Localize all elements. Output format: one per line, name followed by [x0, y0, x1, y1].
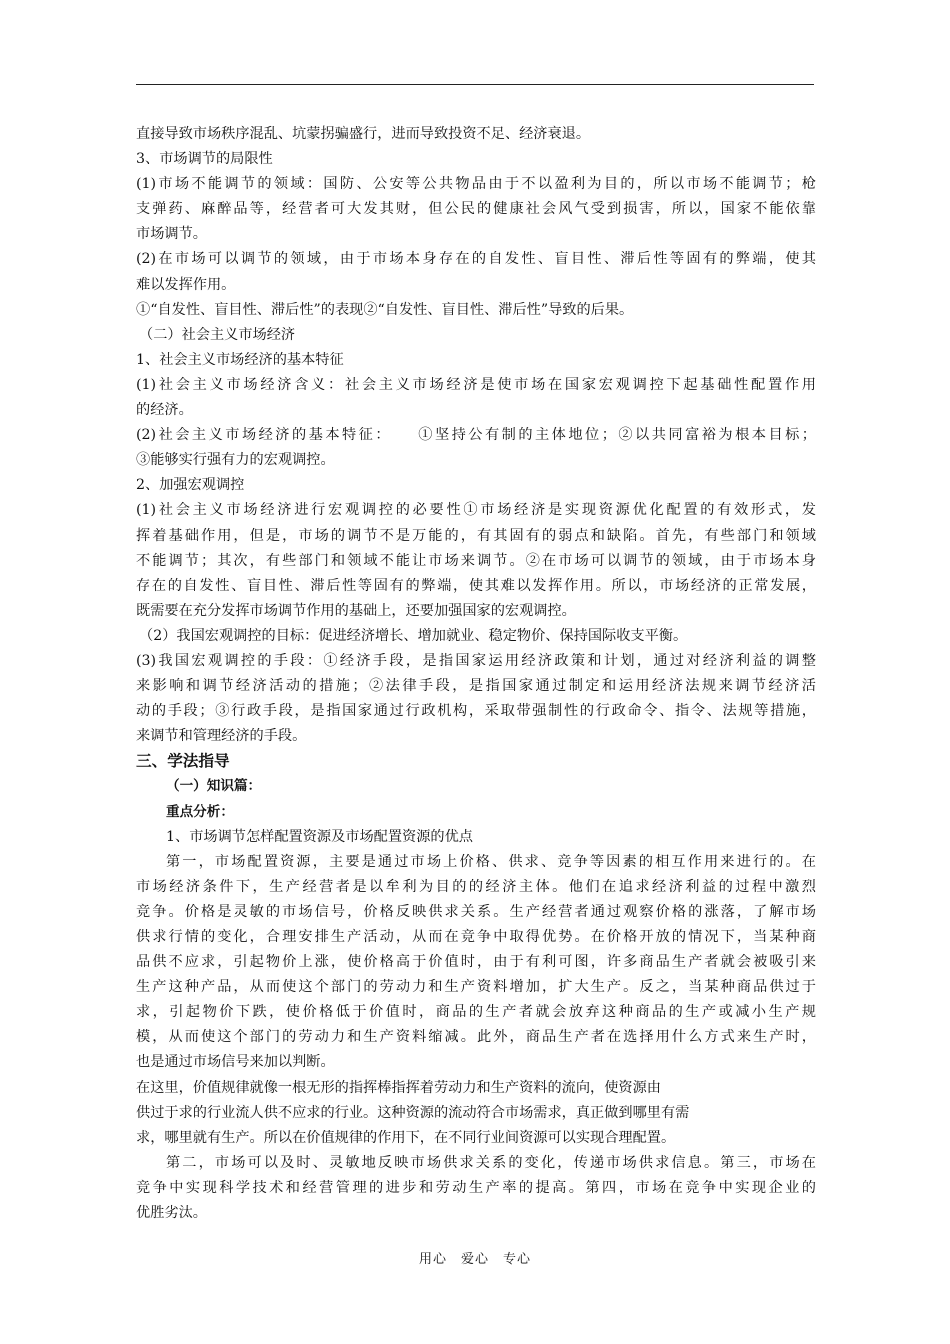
text-line: 1、社会主义市场经济的基本特征	[136, 351, 344, 368]
text-line: 直接导致市场秩序混乱、坑蒙拐骗盛行，进而导致投资不足、经济衰退。	[136, 126, 591, 142]
text-line: 2、加强宏观调控	[136, 477, 245, 494]
text-line: 竞争中实现科学技术和经营管理的进步和劳动生产率的提高。第四，市场在竞争中实现企业的	[136, 1179, 816, 1196]
text-line: 1、市场调节怎样配置资源及市场配置资源的优点	[166, 828, 473, 845]
text-line: （二）社会主义市场经济	[139, 326, 296, 343]
text-line: ③能够实行强有力的宏观调控。	[136, 452, 335, 469]
text-line: 市场调节。	[136, 226, 207, 243]
text-line: 的经济。	[136, 402, 193, 419]
text-line: 既需要在充分发挥市场调节作用的基础上，还要加强国家的宏观调控。	[136, 602, 576, 619]
header-rule	[136, 84, 814, 85]
section-heading: 三、学法指导	[136, 752, 230, 771]
text-line: 模，从而使这个部门的劳动力和生产资料缩减。此外，商品生产者在选择用什么方式来生产时，	[136, 1029, 816, 1046]
text-line: 求，哪里就有生产。所以在价值规律的作用下，在不同行业间资源可以实现合理配置。	[136, 1129, 676, 1146]
text-line: 生产这种产品，从而使这个部门的劳动力和生产资料增加，扩大生产。反之，当某种商品供过于	[136, 979, 816, 996]
text-line: (2)社会主义市场经济的基本特征： ①坚持公有制的主体地位；②以共同富裕为根本目标；	[136, 427, 816, 444]
text-line: 也是通过市场信号来加以判断。	[136, 1054, 335, 1071]
text-line: (1)市场不能调节的领域：国防、公安等公共物品由于不以盈利为目的，所以市场不能调节；枪	[136, 176, 816, 193]
text-line: 第一，市场配置资源，主要是通过市场上价格、供求、竞争等因素的相互作用来进行的。在	[166, 853, 816, 870]
text-line: ①“自发性、盲目性、滞后性”的表现②“自发性、盲目性、滞后性”导致的后果。	[136, 301, 634, 318]
text-line: （2）我国宏观调控的目标：促进经济增长、增加就业、稳定物价、保持国际收支平衡。	[139, 627, 688, 644]
text-line: 存在的自发性、盲目性、滞后性等固有的弊端，使其难以发挥作用。所以，市场经济的正常发展，	[136, 577, 816, 594]
text-line: 品供不应求，引起物价上涨，使价格高于价值时，由于有利可图，许多商品生产者就会被吸引来	[136, 954, 816, 971]
text-line: 第二，市场可以及时、灵敏地反映市场供求关系的变化，传递市场供求信息。第三，市场在	[166, 1154, 816, 1171]
text-line: 市场经济条件下，生产经营者是以牟利为目的的经济主体。他们在追求经济利益的过程中激烈	[136, 878, 816, 895]
text-line: 动的手段；③行政手段，是指国家通过行政机构，采取带强制性的行政命令、指令、法规等措施，	[136, 703, 816, 720]
text-line: 难以发挥作用。	[136, 276, 236, 293]
text-line: 3、市场调节的局限性	[136, 151, 273, 168]
document-body	[136, 122, 816, 1226]
text-line: 支弹药、麻醉品等，经营者可大发其财，但公民的健康社会风气受到损害，所以，国家不能依靠	[136, 201, 816, 218]
text-line: 挥着基础作用，但是，市场的调节不是万能的，有其固有的弱点和缺陷。首先，有些部门和领域	[136, 527, 816, 544]
text-line: (1)社会主义市场经济进行宏观调控的必要性①市场经济是实现资源优化配置的有效形式，发	[136, 502, 816, 519]
text-line: 优胜劣汰。	[136, 1205, 207, 1222]
text-line: 重点分析：	[166, 803, 234, 820]
text-line: 供求行情的变化，合理安排生产活动，从而在竞争中取得优势。在价格开放的情况下，当某种商	[136, 929, 816, 945]
text-line: 在这里，价值规律就像一根无形的指挥棒指挥着劳动力和生产资料的流向，使资源由	[136, 1079, 661, 1096]
text-line: 供过于求的行业流人供不应求的行业。这种资源的流动符合市场需求，真正做到哪里有需	[136, 1104, 690, 1121]
page-footer: 用心 爱心 专心	[418, 1252, 531, 1267]
text-line: （一）知识篇：	[166, 778, 262, 795]
text-line: (2)在市场可以调节的领域，由于市场本身存在的自发性、盲目性、滞后性等固有的弊端，使其	[136, 251, 816, 268]
text-line: 竞争。价格是灵敏的市场信号，价格反映供求关系。生产经营者通过观察价格的涨落，了解市场	[136, 903, 816, 920]
text-line: 来影响和调节经济活动的措施；②法律手段，是指国家通过制定和运用经济法规来调节经济活	[136, 678, 816, 695]
text-line: 来调节和管理经济的手段。	[136, 728, 307, 745]
text-line: 求，引起物价下跌，使价格低于价值时，商品的生产者就会放弃这种商品的生产或减小生产规	[136, 1004, 816, 1021]
text-line: (3)我国宏观调控的手段：①经济手段，是指国家运用经济政策和计划，通过对经济利益的调整	[136, 652, 816, 669]
text-line: (1)社会主义市场经济含义：社会主义市场经济是使市场在国家宏观调控下起基础性配置作用	[136, 376, 816, 393]
text-line: 不能调节；其次，有些部门和领域不能让市场来调节。②在市场可以调节的领域，由于市场本身	[136, 552, 816, 569]
